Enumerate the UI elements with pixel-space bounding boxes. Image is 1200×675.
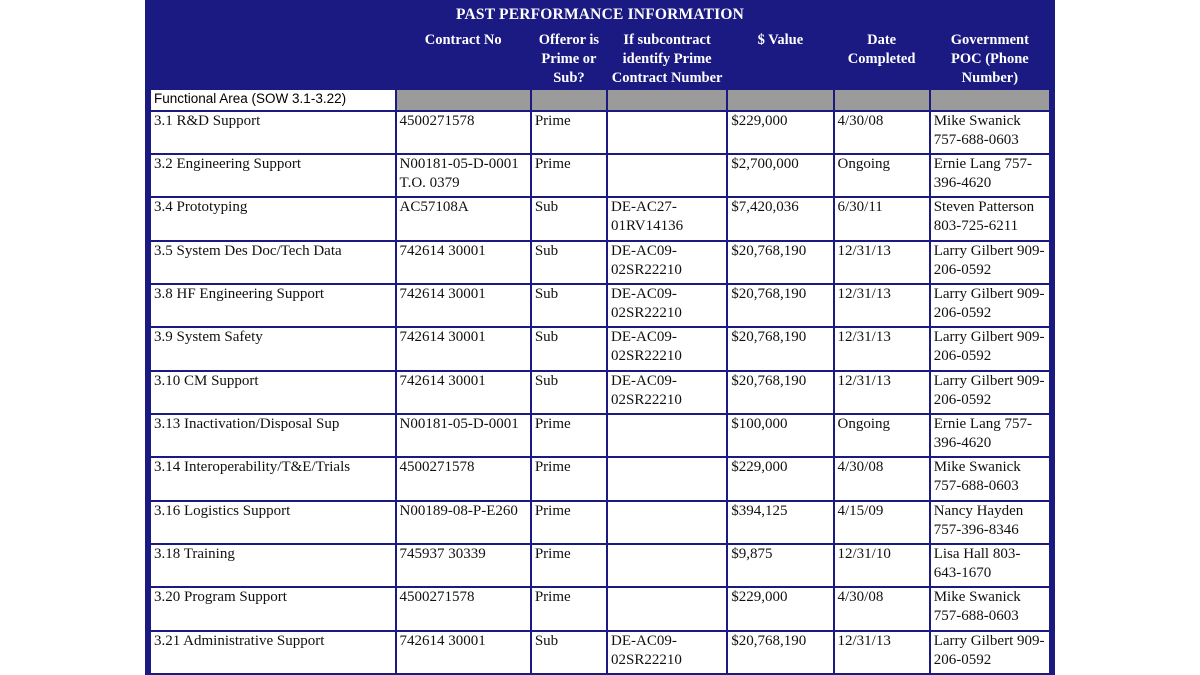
- date-completed-cell: Ongoing: [835, 415, 929, 456]
- functional-area-cell: 3.1 R&D Support: [151, 112, 395, 153]
- prime-contract-cell: [608, 545, 726, 586]
- contract-no-cell: N00181-05-D-0001: [397, 415, 530, 456]
- functional-area-cell: 3.5 System Des Doc/Tech Data: [151, 242, 395, 283]
- header-poc: Government POC (Phone Number): [931, 30, 1049, 88]
- table-row: [151, 502, 1049, 543]
- poc-cell: Ernie Lang 757-396-4620: [931, 415, 1049, 456]
- prime-contract-cell: DE-AC09-02SR22210: [608, 372, 726, 413]
- value-cell: $20,768,190: [728, 372, 832, 413]
- value-cell: $2,700,000: [728, 155, 832, 196]
- prime-contract-cell: DE-AC09-02SR22210: [608, 285, 726, 326]
- date-completed-cell: 12/31/13: [835, 372, 929, 413]
- table-row: [151, 588, 1049, 629]
- header-row: [151, 30, 1049, 88]
- value-cell: $20,768,190: [728, 632, 832, 673]
- contract-no-cell: 745937 30339: [397, 545, 530, 586]
- sheet-title: PAST PERFORMANCE INFORMATION: [455, 6, 745, 23]
- contract-no-cell: 742614 30001: [397, 242, 530, 283]
- date-completed-cell: 12/31/13: [835, 242, 929, 283]
- functional-area-cell: 3.20 Program Support: [151, 588, 395, 629]
- value-cell: $20,768,190: [728, 242, 832, 283]
- contract-no-cell: 742614 30001: [397, 632, 530, 673]
- prime-contract-cell: [608, 415, 726, 456]
- table-row: [151, 112, 1049, 153]
- prime-or-sub-cell: Prime: [532, 112, 606, 153]
- value-cell: $229,000: [728, 588, 832, 629]
- section-fill-cell: [397, 90, 530, 110]
- poc-cell: Steven Patterson 803-725-6211: [931, 198, 1049, 239]
- table-row: [151, 458, 1049, 499]
- functional-area-cell: 3.18 Training: [151, 545, 395, 586]
- prime-or-sub-cell: Sub: [532, 285, 606, 326]
- poc-cell: Larry Gilbert 909-206-0592: [931, 242, 1049, 283]
- prime-or-sub-cell: Sub: [532, 198, 606, 239]
- value-cell: $20,768,190: [728, 328, 832, 369]
- prime-or-sub-cell: Sub: [532, 632, 606, 673]
- value-cell: $7,420,036: [728, 198, 832, 239]
- header-blank-cell: [151, 30, 395, 88]
- prime-contract-cell: [608, 502, 726, 543]
- contract-no-cell: 4500271578: [397, 458, 530, 499]
- value-cell: $9,875: [728, 545, 832, 586]
- contract-no-cell: 4500271578: [397, 112, 530, 153]
- functional-area-cell: 3.9 System Safety: [151, 328, 395, 369]
- prime-or-sub-cell: Prime: [532, 415, 606, 456]
- value-cell: $394,125: [728, 502, 832, 543]
- poc-cell: Ernie Lang 757-396-4620: [931, 155, 1049, 196]
- contract-no-cell: AC57108A: [397, 198, 530, 239]
- value-cell: $229,000: [728, 112, 832, 153]
- value-cell: $100,000: [728, 415, 832, 456]
- value-cell: $20,768,190: [728, 285, 832, 326]
- contract-no-cell: N00189-08-P-E260: [397, 502, 530, 543]
- poc-cell: Larry Gilbert 909-206-0592: [931, 328, 1049, 369]
- date-completed-cell: 12/31/13: [835, 285, 929, 326]
- prime-contract-cell: DE-AC09-02SR22210: [608, 632, 726, 673]
- functional-area-cell: 3.2 Engineering Support: [151, 155, 395, 196]
- table-row: [151, 632, 1049, 673]
- prime-contract-cell: [608, 155, 726, 196]
- prime-contract-cell: [608, 112, 726, 153]
- poc-cell: Lisa Hall 803-643-1670: [931, 545, 1049, 586]
- section-fill-cell: [728, 90, 832, 110]
- prime-or-sub-cell: Sub: [532, 372, 606, 413]
- prime-contract-cell: DE-AC27-01RV14136: [608, 198, 726, 239]
- prime-or-sub-cell: Prime: [532, 155, 606, 196]
- prime-contract-cell: DE-AC09-02SR22210: [608, 328, 726, 369]
- prime-contract-cell: DE-AC09-02SR22210: [608, 242, 726, 283]
- poc-cell: Mike Swanick 757-688-0603: [931, 588, 1049, 629]
- table-row: [151, 372, 1049, 413]
- value-cell: $229,000: [728, 458, 832, 499]
- poc-cell: Larry Gilbert 909-206-0592: [931, 632, 1049, 673]
- section-fill-cell: [608, 90, 726, 110]
- section-fill-cell: [931, 90, 1049, 110]
- table-row: [151, 155, 1049, 196]
- section-fill-cell: [532, 90, 606, 110]
- prime-or-sub-cell: Prime: [532, 588, 606, 629]
- header-contract-no: Contract No: [397, 30, 530, 88]
- section-row: [151, 90, 1049, 110]
- header-value: $ Value: [728, 30, 832, 88]
- prime-or-sub-cell: Sub: [532, 242, 606, 283]
- contract-no-cell: 742614 30001: [397, 372, 530, 413]
- prime-or-sub-cell: Sub: [532, 328, 606, 369]
- section-label: Functional Area (SOW 3.1-3.22): [151, 90, 395, 110]
- table-row: [151, 328, 1049, 369]
- prime-or-sub-cell: Prime: [532, 502, 606, 543]
- functional-area-cell: 3.4 Prototyping: [151, 198, 395, 239]
- past-performance-sheet: [145, 0, 1055, 675]
- section-fill-cell: [835, 90, 929, 110]
- past-performance-table: [149, 28, 1051, 675]
- prime-contract-cell: [608, 458, 726, 499]
- poc-cell: Mike Swanick 757-688-0603: [931, 112, 1049, 153]
- contract-no-cell: N00181-05-D-0001 T.O. 0379: [397, 155, 530, 196]
- header-prime-contract: If subcontract identify Prime Contract Number: [608, 30, 726, 88]
- table-row: [151, 242, 1049, 283]
- functional-area-cell: 3.10 CM Support: [151, 372, 395, 413]
- table-row: [151, 545, 1049, 586]
- table-row: [151, 285, 1049, 326]
- date-completed-cell: 4/30/08: [835, 112, 929, 153]
- functional-area-cell: 3.16 Logistics Support: [151, 502, 395, 543]
- functional-area-cell: 3.13 Inactivation/Disposal Sup: [151, 415, 395, 456]
- contract-no-cell: 742614 30001: [397, 285, 530, 326]
- date-completed-cell: 4/30/08: [835, 458, 929, 499]
- poc-cell: Larry Gilbert 909-206-0592: [931, 372, 1049, 413]
- contract-no-cell: 4500271578: [397, 588, 530, 629]
- contract-no-cell: 742614 30001: [397, 328, 530, 369]
- poc-cell: Nancy Hayden 757-396-8346: [931, 502, 1049, 543]
- prime-or-sub-cell: Prime: [532, 545, 606, 586]
- prime-or-sub-cell: Prime: [532, 458, 606, 499]
- functional-area-cell: 3.21 Administrative Support: [151, 632, 395, 673]
- header-date-completed: Date Completed: [835, 30, 929, 88]
- date-completed-cell: 12/31/13: [835, 632, 929, 673]
- date-completed-cell: 4/30/08: [835, 588, 929, 629]
- prime-contract-cell: [608, 588, 726, 629]
- date-completed-cell: 4/15/09: [835, 502, 929, 543]
- date-completed-cell: 12/31/13: [835, 328, 929, 369]
- table-row: [151, 198, 1049, 239]
- date-completed-cell: Ongoing: [835, 155, 929, 196]
- functional-area-cell: 3.8 HF Engineering Support: [151, 285, 395, 326]
- header-prime-or-sub: Offeror is Prime or Sub?: [532, 30, 606, 88]
- date-completed-cell: 12/31/10: [835, 545, 929, 586]
- functional-area-cell: 3.14 Interoperability/T&E/Trials: [151, 458, 395, 499]
- table-row: [151, 415, 1049, 456]
- poc-cell: Mike Swanick 757-688-0603: [931, 458, 1049, 499]
- date-completed-cell: 6/30/11: [835, 198, 929, 239]
- poc-cell: Larry Gilbert 909-206-0592: [931, 285, 1049, 326]
